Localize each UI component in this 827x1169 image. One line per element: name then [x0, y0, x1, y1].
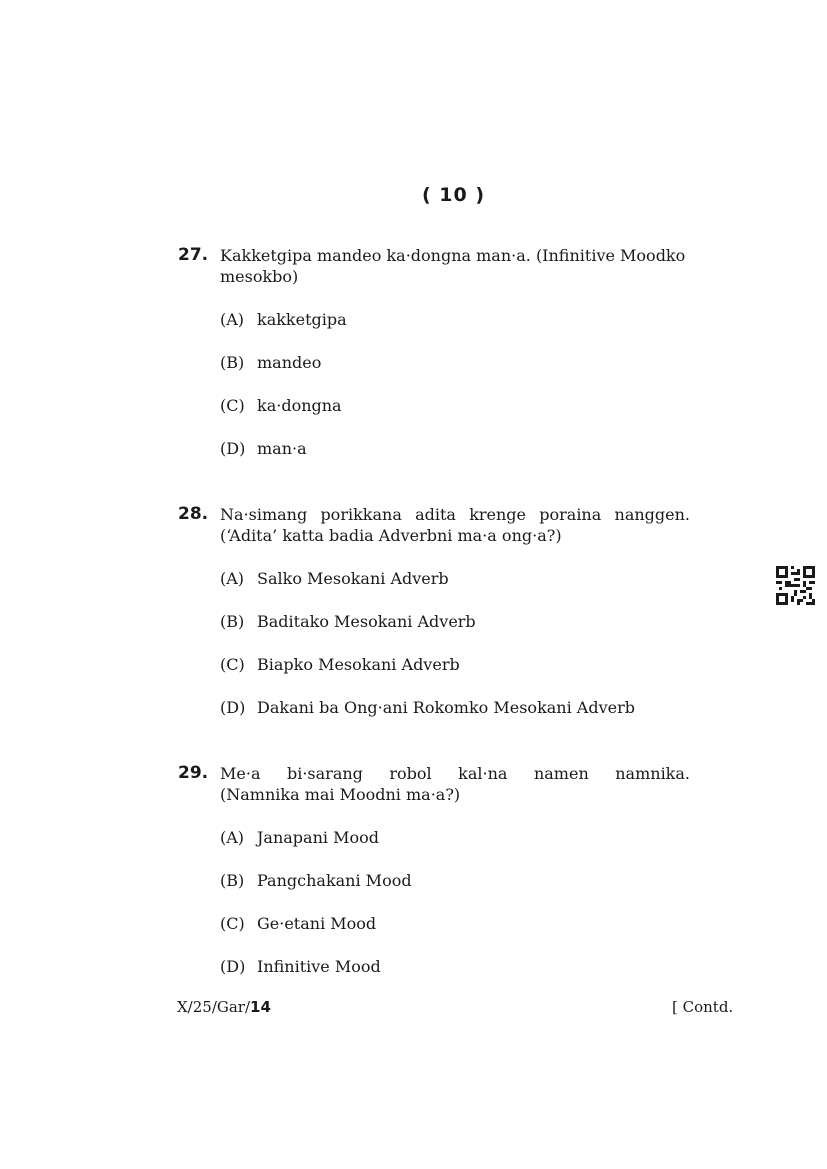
option-b — [220, 352, 690, 373]
question-text — [220, 504, 690, 546]
option-text: Baditako Mesokani Adverb — [257, 612, 476, 631]
question-text-line: (Namnika mai Moodni ma·a?) — [220, 785, 461, 804]
question-number: 28. — [178, 504, 209, 524]
option-text: man·a — [257, 439, 307, 458]
option-text: Janapani Mood — [257, 828, 379, 847]
qr-code-icon — [776, 566, 815, 605]
question-number: 29. — [178, 763, 209, 783]
option-c — [220, 395, 690, 416]
option-c — [220, 913, 690, 934]
option-b — [220, 870, 690, 891]
option-d — [220, 956, 690, 977]
question-27 — [178, 245, 690, 459]
option-label: (D) — [220, 698, 246, 717]
question-text-line: Me·a bi·sarang robol kal·na namen namnika. — [220, 764, 690, 783]
option-label: (C) — [220, 914, 245, 933]
paper-code-page: 14 — [250, 998, 271, 1016]
question-29 — [178, 763, 690, 977]
option-label: (C) — [220, 655, 245, 674]
option-text: Biapko Mesokani Adverb — [257, 655, 460, 674]
question-text-line: Kakketgipa mandeo ka·dongna man·a. (Infinitive Moodko — [220, 246, 686, 265]
option-label: (A) — [220, 310, 245, 329]
option-label: (B) — [220, 353, 245, 372]
option-label: (A) — [220, 828, 245, 847]
question-text — [220, 245, 690, 287]
option-label: (C) — [220, 396, 245, 415]
option-a — [220, 568, 690, 589]
option-text: mandeo — [257, 353, 322, 372]
page-number: ( 10 ) — [421, 184, 486, 206]
option-text: kakketgipa — [257, 310, 347, 329]
question-text-line: mesokbo) — [220, 267, 299, 286]
options-list — [220, 309, 690, 459]
option-text: ka·dongna — [257, 396, 342, 415]
option-a — [220, 309, 690, 330]
option-label: (D) — [220, 439, 246, 458]
option-text: Salko Mesokani Adverb — [257, 569, 449, 588]
option-label: (B) — [220, 612, 245, 631]
option-text: Ge·etani Mood — [257, 914, 377, 933]
options-list — [220, 568, 690, 718]
option-label: (D) — [220, 957, 246, 976]
question-text-line: Na·simang porikkana adita krenge poraina nanggen. — [220, 505, 690, 524]
paper-code-prefix: X/25/Gar/ — [177, 998, 251, 1016]
question-text — [220, 763, 690, 805]
option-b — [220, 611, 690, 632]
options-list — [220, 827, 690, 977]
question-number: 27. — [178, 245, 209, 265]
question-28 — [178, 504, 690, 718]
contd-label: [ Contd. — [672, 998, 734, 1016]
option-a — [220, 827, 690, 848]
option-text: Dakani ba Ong·ani Rokomko Mesokani Adverb — [257, 698, 635, 717]
option-text: Pangchakani Mood — [257, 871, 412, 890]
question-text-line: (‘Adita’ katta badia Adverbni ma·a ong·a?) — [220, 526, 562, 545]
option-text: Infinitive Mood — [257, 957, 381, 976]
option-d — [220, 697, 690, 718]
option-label: (A) — [220, 569, 245, 588]
option-label: (B) — [220, 871, 245, 890]
option-c — [220, 654, 690, 675]
option-d — [220, 438, 690, 459]
paper-code — [177, 998, 271, 1016]
